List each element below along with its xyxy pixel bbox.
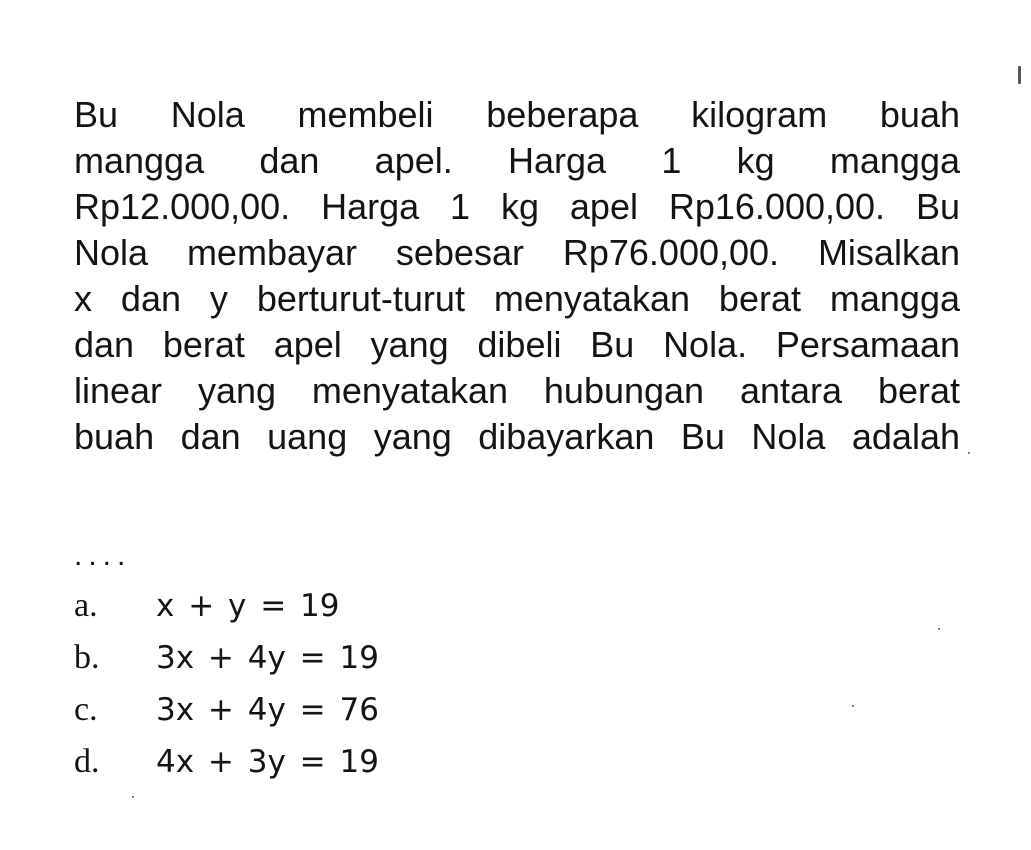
question-line-2: mangga dan apel. Harga 1 kg mangga [74,140,960,181]
option-letter: c. [74,691,98,728]
question-ellipsis: .... [74,539,132,572]
option-equation: 3x + 4y = 76 [156,692,379,728]
option-equation: x + y = 19 [156,588,340,624]
question-text [74,92,960,460]
question-line-8: buah dan uang yang dibayarkan Bu Nola adalah [74,416,960,457]
scan-speck [132,796,134,798]
option-letter: a. [74,587,98,624]
question-line-1: Bu Nola membeli beberapa kilogram buah [74,94,960,135]
option-a[interactable] [74,580,379,632]
answer-options [74,580,379,788]
question-line-6: dan berat apel yang dibeli Bu Nola. Persamaan [74,324,960,365]
option-letter: b. [74,639,100,676]
scan-speck [938,628,940,630]
scan-speck [1018,66,1021,84]
option-d[interactable] [74,736,379,788]
option-b[interactable] [74,632,379,684]
option-letter: d. [74,743,100,780]
question-line-7: linear yang menyatakan hubungan antara berat [74,370,960,411]
scan-speck [968,452,970,454]
option-equation: 4x + 3y = 19 [156,744,379,780]
question-line-4: Nola membayar sebesar Rp76.000,00. Misalkan [74,232,960,273]
option-c[interactable] [74,684,379,736]
scan-speck [852,705,854,707]
option-equation: 3x + 4y = 19 [156,640,379,676]
question-line-3: Rp12.000,00. Harga 1 kg apel Rp16.000,00. Bu [74,186,960,227]
question-line-5: x dan y berturut-turut menyatakan berat mangga [74,278,960,319]
